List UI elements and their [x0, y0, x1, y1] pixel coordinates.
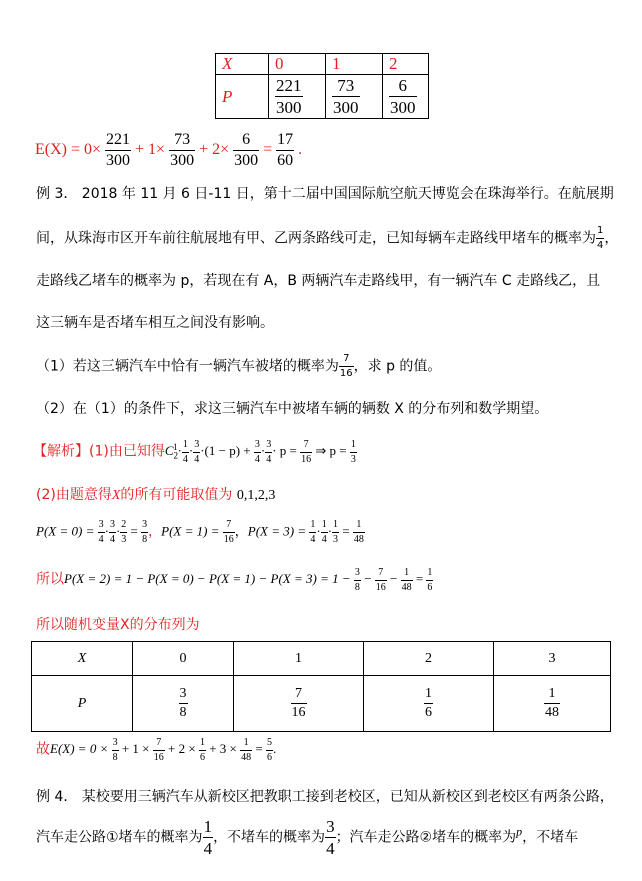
table2-p-label: P: [32, 676, 133, 732]
solution-tag: 【解析】: [33, 443, 89, 460]
table2-x-label: X: [32, 642, 133, 676]
table1-value: 1: [326, 54, 383, 75]
table2-value: 2: [364, 642, 494, 676]
solution-line4: 所以P(X = 2) = 1 − P(X = 0) − P(X = 1) − P(X = 3) = 1 − $\frac{3}{8}$ − $\frac{7}{16}$ − $\frac{1}{48}$ = $\frac{1}{6}$: [36, 567, 433, 593]
solution-line2: (2)由题意得X的所有可能取值为 0,1,2,3: [36, 487, 276, 503]
example3-question2: （2）在（1）的条件下，求这三辆汽车中被堵车辆的辆数 X 的分布列和数学期望。: [36, 401, 549, 417]
table1-prob: $\frac{221}{300}$: [269, 75, 326, 119]
table2-value: 0: [133, 642, 234, 676]
solution-line3: P(X = 0) = $\frac{3}{4}$ · $\frac{3}{4}$ · $\frac{2}{3}$ = $\frac{3}{8}$ ，P(X = 1) = $\frac{7}{16}$ ，P(X = 3) = $\frac{1}{4}$ · $\frac{1}{4}$ · $\frac{1}{3}$ = $\frac{1}{48}$: [36, 519, 364, 545]
distribution-table-1: [215, 53, 429, 119]
table2-prob: $\frac{7}{16}$: [234, 676, 364, 732]
expectation-line: E(X) = 0× $\frac{221}{300}$ + 1× $\frac{73}{300}$ + 2× $\frac{6}{300}$ = $\frac{17}{60}$ .: [35, 131, 303, 169]
solution-line5: 所以随机变量X的分布列为: [36, 617, 200, 633]
table2-prob: $\frac{3}{8}$: [133, 676, 234, 732]
table1-p-label: P: [216, 75, 269, 119]
table2-value: 3: [494, 642, 611, 676]
table1-prob: $\frac{73}{300}$: [326, 75, 383, 119]
table1-prob: $\frac{6}{300}$: [383, 75, 429, 119]
example3-line2: 间，从珠海市区开车前往航展地有甲、乙两条路线可走，已知每辆车走路线甲堵车的概率为 $\frac{1}{4}$ ，: [36, 225, 619, 251]
example3-line1: 例 3． 2018 年 11 月 6 日-11 日，第十二届中国国际航空航天博览会在珠海举行。在航展期: [36, 186, 614, 202]
distribution-table-2: [31, 641, 611, 732]
solution-line1: 【解析】(1)由已知得$C_2^1\cdot$ $\frac{1}{4}$ · $\frac{3}{4}$ ·(1 − p) + $\frac{3}{4}$ · $\frac{3}{4}$ · p = $\frac{7}{16}$ ⇒ p = $\frac{1}{3}$: [33, 439, 356, 465]
example4-line1: 例 4． 某校要用三辆汽车从新校区把教职工接到老校区，已知从新校区到老校区有两条公路，: [36, 789, 614, 805]
table1-x-label: X: [216, 54, 269, 75]
table2-prob: $\frac{1}{48}$: [494, 676, 611, 732]
example3-question1: （1）若这三辆汽车中恰有一辆汽车被堵的概率为 $\frac{7}{16}$ ，求 p 的值。: [36, 353, 442, 379]
example4-line2: 汽车走公路①堵车的概率为 $\frac{1}{4}$ ，不堵车的概率为 $\frac{3}{4}$ ；汽车走公路②堵车的概率为p，不堵车: [36, 817, 579, 858]
table2-prob: $\frac{1}{6}$: [364, 676, 494, 732]
table1-value: 0: [269, 54, 326, 75]
example3-line4: 这三辆车是否堵车相互之间没有影响。: [36, 315, 274, 331]
final-expectation: 故E(X) = 0 × $\frac{3}{8}$ + 1 × $\frac{7}{16}$ + 2 × $\frac{1}{6}$ + 3 × $\frac{1}{48}$ = $\frac{5}{6}$ .: [36, 737, 277, 763]
example3-line3: 走路线乙堵车的概率为 p，若现在有 A，B 两辆汽车走路线甲，有一辆汽车 C 走路线乙，且: [36, 273, 601, 289]
table2-value: 1: [234, 642, 364, 676]
table1-value: 2: [383, 54, 429, 75]
